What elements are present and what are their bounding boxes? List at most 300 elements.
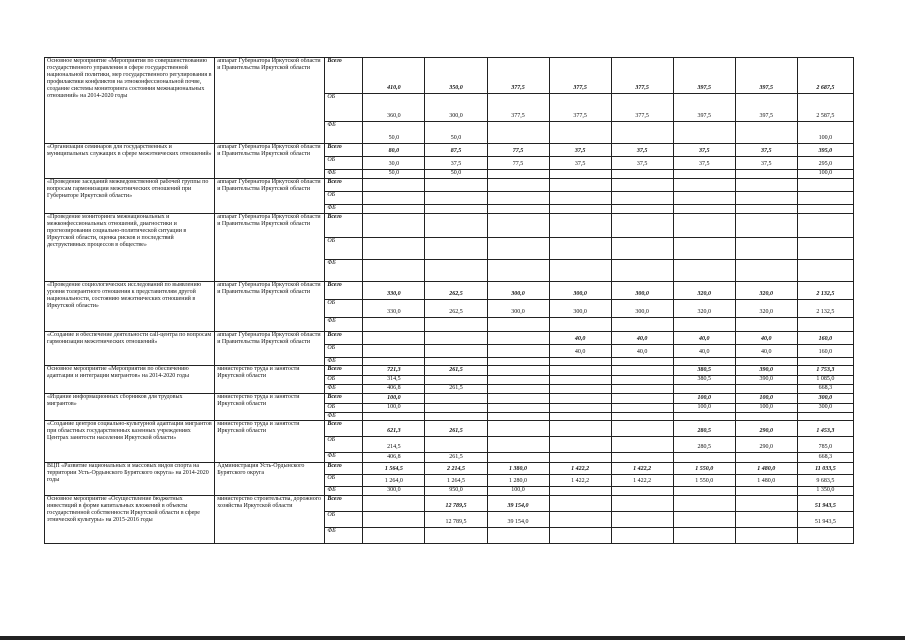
amount-cell [363, 318, 425, 332]
amount-cell: 40,0 [611, 332, 673, 345]
amount-cell [363, 179, 425, 192]
amount-cell: 160,0 [797, 332, 853, 345]
amount-cell: 377,5 [549, 58, 611, 94]
amount-cell: 37,5 [549, 157, 611, 170]
amount-cell [611, 394, 673, 404]
amount-cell [549, 394, 611, 404]
amount-cell: 1 422,2 [611, 475, 673, 487]
amount-cell [673, 238, 735, 260]
funding-source-label: Всего [325, 282, 363, 300]
amount-cell [549, 192, 611, 205]
amount-cell: 390,0 [735, 366, 797, 376]
amount-cell: 1 264,0 [363, 475, 425, 487]
amount-cell [735, 260, 797, 282]
amount-cell [611, 528, 673, 544]
amount-cell [611, 437, 673, 453]
funding-source-label: Всего [325, 366, 363, 376]
amount-cell [797, 528, 853, 544]
amount-cell [363, 238, 425, 260]
activity-name: «Проведение заседаний межведомственной рабочей группы по вопросам гармонизации межэтнических отношений при Губернаторе Иркутской области» [45, 179, 215, 214]
funding-source-label: ФБ [325, 385, 363, 394]
table-row [45, 282, 854, 300]
amount-cell [673, 528, 735, 544]
amount-cell: 300,0 [425, 94, 487, 122]
funding-source-label: ФБ [325, 170, 363, 179]
amount-cell [487, 122, 549, 144]
amount-cell [735, 358, 797, 366]
amount-cell: 300,0 [549, 300, 611, 318]
executor-name: министерство строительства, дорожного хозяйства Иркутской области [215, 496, 325, 544]
amount-cell: 1 753,3 [797, 366, 853, 376]
amount-cell: 37,5 [425, 157, 487, 170]
amount-cell [425, 332, 487, 345]
amount-cell [549, 385, 611, 394]
amount-cell: 377,5 [611, 58, 673, 94]
amount-cell [611, 496, 673, 512]
amount-cell [487, 214, 549, 238]
amount-cell: 50,0 [425, 122, 487, 144]
amount-cell: 40,0 [549, 332, 611, 345]
amount-cell [797, 318, 853, 332]
amount-cell [797, 413, 853, 421]
amount-cell: 37,5 [673, 157, 735, 170]
amount-cell: 80,0 [363, 144, 425, 157]
amount-cell [549, 238, 611, 260]
executor-name: аппарат Губернатора Иркутской области и Правительства Иркутской области [215, 214, 325, 282]
amount-cell [363, 358, 425, 366]
amount-cell [487, 404, 549, 413]
amount-cell: 721,3 [363, 366, 425, 376]
amount-cell [549, 376, 611, 385]
table-row [45, 58, 854, 94]
amount-cell [611, 122, 673, 144]
amount-cell [611, 318, 673, 332]
amount-cell [611, 170, 673, 179]
funding-source-label: ФБ [325, 122, 363, 144]
amount-cell: 395,0 [797, 144, 853, 157]
amount-cell [363, 512, 425, 528]
amount-cell: 1 422,2 [611, 463, 673, 475]
amount-cell: 100,0 [797, 170, 853, 179]
executor-name: аппарат Губернатора Иркутской области и Правительства Иркутской области [215, 58, 325, 144]
amount-cell: 1 264,5 [425, 475, 487, 487]
executor-name: аппарат Губернатора Иркутской области и Правительства Иркутской области [215, 144, 325, 179]
funding-source-label: ОБ [325, 475, 363, 487]
amount-cell: 39 154,0 [487, 512, 549, 528]
amount-cell: 397,5 [673, 94, 735, 122]
amount-cell [673, 318, 735, 332]
amount-cell [611, 376, 673, 385]
amount-cell: 40,0 [611, 345, 673, 358]
amount-cell [425, 394, 487, 404]
amount-cell [673, 487, 735, 496]
amount-cell: 9 683,5 [797, 475, 853, 487]
table-row [45, 394, 854, 404]
amount-cell [549, 366, 611, 376]
activity-name: Основное мероприятие «Мероприятия по совершенствованию государственного управления в сфере государственной национальной политики, мер государственного регулирования в профилактики конфликтов на этноконфессиональной почве, создание системы мониторинга состояния межнациональных отношений» на 2014-2020 годы [45, 58, 215, 144]
amount-cell: 40,0 [673, 345, 735, 358]
amount-cell [425, 205, 487, 214]
executor-name: аппарат Губернатора Иркутской области и Правительства Иркутской области [215, 332, 325, 366]
table-row [45, 366, 854, 376]
executor-name: Администрация Усть-Ордынского Бурятского округа [215, 463, 325, 496]
amount-cell: 1 453,3 [797, 421, 853, 437]
funding-source-label: ОБ [325, 512, 363, 528]
amount-cell [549, 179, 611, 192]
funding-source-label: ФБ [325, 487, 363, 496]
amount-cell: 87,5 [425, 144, 487, 157]
amount-cell: 40,0 [673, 332, 735, 345]
amount-cell: 50,0 [425, 170, 487, 179]
amount-cell: 1 085,0 [797, 376, 853, 385]
amount-cell [549, 496, 611, 512]
amount-cell: 1 480,0 [735, 463, 797, 475]
amount-cell [797, 214, 853, 238]
amount-cell [611, 238, 673, 260]
amount-cell: 100,0 [487, 487, 549, 496]
table-row [45, 214, 854, 238]
amount-cell: 37,5 [735, 157, 797, 170]
amount-cell: 621,3 [363, 421, 425, 437]
amount-cell [673, 170, 735, 179]
funding-source-label: ФБ [325, 453, 363, 463]
amount-cell: 350,0 [425, 58, 487, 94]
amount-cell [611, 214, 673, 238]
amount-cell: 2 132,5 [797, 300, 853, 318]
amount-cell [363, 345, 425, 358]
amount-cell: 300,0 [549, 282, 611, 300]
amount-cell [797, 358, 853, 366]
funding-source-label: ОБ [325, 437, 363, 453]
amount-cell: 377,5 [611, 94, 673, 122]
amount-cell: 40,0 [549, 345, 611, 358]
amount-cell [797, 238, 853, 260]
amount-cell [797, 205, 853, 214]
amount-cell [487, 170, 549, 179]
amount-cell [425, 318, 487, 332]
funding-source-label: Всего [325, 463, 363, 475]
amount-cell: 785,0 [797, 437, 853, 453]
amount-cell [735, 214, 797, 238]
amount-cell: 330,0 [363, 300, 425, 318]
amount-cell [735, 170, 797, 179]
amount-cell [735, 413, 797, 421]
funding-source-label: Всего [325, 496, 363, 512]
amount-cell: 262,5 [425, 300, 487, 318]
amount-cell: 1 422,2 [549, 475, 611, 487]
executor-name: аппарат Губернатора Иркутской области и Правительства Иркутской области [215, 179, 325, 214]
amount-cell [487, 528, 549, 544]
amount-cell: 37,5 [673, 144, 735, 157]
executor-name: министерство труда и занятости Иркутской области [215, 394, 325, 421]
amount-cell [611, 413, 673, 421]
amount-cell: 261,5 [425, 366, 487, 376]
amount-cell [549, 205, 611, 214]
amount-cell [549, 404, 611, 413]
amount-cell: 77,5 [487, 157, 549, 170]
amount-cell [487, 238, 549, 260]
amount-cell: 1 280,0 [487, 475, 549, 487]
amount-cell [673, 385, 735, 394]
amount-cell [549, 214, 611, 238]
amount-cell: 11 033,5 [797, 463, 853, 475]
amount-cell [549, 453, 611, 463]
amount-cell [673, 358, 735, 366]
amount-cell [363, 205, 425, 214]
amount-cell [797, 192, 853, 205]
amount-cell [549, 358, 611, 366]
amount-cell: 380,5 [673, 376, 735, 385]
amount-cell [487, 205, 549, 214]
amount-cell [673, 413, 735, 421]
amount-cell [611, 358, 673, 366]
amount-cell [797, 260, 853, 282]
amount-cell [425, 528, 487, 544]
activity-name: «Создание и обеспечение деятельности call-центра по вопросам гармонизации межэтнических отношений» [45, 332, 215, 366]
amount-cell: 314,5 [363, 376, 425, 385]
funding-source-label: ФБ [325, 318, 363, 332]
amount-cell: 2 214,5 [425, 463, 487, 475]
amount-cell: 330,0 [363, 282, 425, 300]
budget-table-sheet [44, 57, 854, 544]
funding-source-label: Всего [325, 332, 363, 345]
amount-cell [487, 394, 549, 404]
amount-cell [363, 528, 425, 544]
amount-cell: 51 943,5 [797, 512, 853, 528]
amount-cell [363, 214, 425, 238]
amount-cell [611, 366, 673, 376]
amount-cell: 1 480,0 [735, 475, 797, 487]
amount-cell: 390,0 [735, 376, 797, 385]
funding-source-label: ОБ [325, 300, 363, 318]
amount-cell: 50,0 [363, 170, 425, 179]
amount-cell: 1 564,5 [363, 463, 425, 475]
amount-cell [487, 260, 549, 282]
amount-cell: 50,0 [363, 122, 425, 144]
amount-cell: 377,5 [487, 58, 549, 94]
amount-cell [549, 421, 611, 437]
budget-table-body [45, 58, 854, 544]
amount-cell [549, 437, 611, 453]
funding-source-label: Всего [325, 214, 363, 238]
amount-cell [549, 413, 611, 421]
executor-name: аппарат Губернатора Иркутской области и Правительства Иркутской области [215, 282, 325, 332]
amount-cell [673, 496, 735, 512]
amount-cell [673, 205, 735, 214]
amount-cell [735, 496, 797, 512]
amount-cell [735, 512, 797, 528]
amount-cell [487, 358, 549, 366]
amount-cell [425, 214, 487, 238]
amount-cell [611, 421, 673, 437]
amount-cell: 37,5 [549, 144, 611, 157]
amount-cell: 40,0 [735, 345, 797, 358]
amount-cell: 100,0 [797, 122, 853, 144]
amount-cell: 320,0 [673, 282, 735, 300]
amount-cell [425, 404, 487, 413]
funding-source-label: ОБ [325, 345, 363, 358]
amount-cell [611, 512, 673, 528]
amount-cell [487, 192, 549, 205]
amount-cell: 100,0 [363, 394, 425, 404]
amount-cell: 100,0 [735, 394, 797, 404]
amount-cell: 100,0 [363, 404, 425, 413]
amount-cell [549, 318, 611, 332]
amount-cell [425, 179, 487, 192]
amount-cell: 320,0 [735, 282, 797, 300]
amount-cell: 320,0 [673, 300, 735, 318]
amount-cell [363, 496, 425, 512]
funding-source-label: ОБ [325, 376, 363, 385]
amount-cell [611, 179, 673, 192]
amount-cell [611, 404, 673, 413]
funding-source-label: Всего [325, 394, 363, 404]
amount-cell: 40,0 [735, 332, 797, 345]
amount-cell [735, 192, 797, 205]
amount-cell [673, 260, 735, 282]
amount-cell: 77,5 [487, 144, 549, 157]
activity-name: «Проведение социологических исследований по выявлению уровня толерантного отношения к представителям другой национальности, состоянию межэтнических отношений в Иркутской области» [45, 282, 215, 332]
amount-cell: 410,0 [363, 58, 425, 94]
funding-source-label: ОБ [325, 404, 363, 413]
amount-cell: 280,5 [673, 421, 735, 437]
amount-cell [425, 192, 487, 205]
amount-cell: 1 550,0 [673, 463, 735, 475]
amount-cell [549, 170, 611, 179]
amount-cell [673, 122, 735, 144]
funding-source-label: ОБ [325, 157, 363, 170]
funding-source-label: ОБ [325, 238, 363, 260]
funding-source-label: Всего [325, 144, 363, 157]
amount-cell: 30,0 [363, 157, 425, 170]
amount-cell: 300,0 [797, 404, 853, 413]
amount-cell: 950,0 [425, 487, 487, 496]
amount-cell: 406,8 [363, 385, 425, 394]
amount-cell: 37,5 [735, 144, 797, 157]
amount-cell: 51 943,5 [797, 496, 853, 512]
amount-cell [549, 512, 611, 528]
funding-source-label: ОБ [325, 192, 363, 205]
amount-cell: 37,5 [611, 157, 673, 170]
amount-cell [363, 260, 425, 282]
amount-cell [425, 413, 487, 421]
amount-cell [735, 122, 797, 144]
amount-cell [363, 192, 425, 205]
amount-cell [611, 453, 673, 463]
amount-cell: 377,5 [487, 94, 549, 122]
amount-cell [487, 332, 549, 345]
amount-cell [425, 345, 487, 358]
amount-cell: 1 422,2 [549, 463, 611, 475]
amount-cell [487, 437, 549, 453]
amount-cell: 397,5 [735, 94, 797, 122]
executor-name: министерство труда и занятости Иркутской области [215, 366, 325, 394]
amount-cell [363, 413, 425, 421]
funding-source-label: ФБ [325, 528, 363, 544]
amount-cell [425, 437, 487, 453]
amount-cell [611, 192, 673, 205]
amount-cell: 261,5 [425, 421, 487, 437]
amount-cell [549, 528, 611, 544]
table-row [45, 421, 854, 437]
amount-cell: 214,5 [363, 437, 425, 453]
amount-cell: 37,5 [611, 144, 673, 157]
funding-source-label: ФБ [325, 413, 363, 421]
amount-cell [611, 260, 673, 282]
amount-cell [487, 376, 549, 385]
amount-cell [425, 238, 487, 260]
amount-cell: 39 154,0 [487, 496, 549, 512]
amount-cell: 100,0 [673, 394, 735, 404]
amount-cell [487, 413, 549, 421]
amount-cell [487, 366, 549, 376]
amount-cell: 290,0 [735, 437, 797, 453]
amount-cell [735, 238, 797, 260]
table-row [45, 463, 854, 475]
amount-cell: 406,8 [363, 453, 425, 463]
amount-cell: 1 550,0 [673, 475, 735, 487]
amount-cell: 290,0 [735, 421, 797, 437]
amount-cell: 300,0 [363, 487, 425, 496]
activity-name: «Проведение мониторинга межнациональных и межконфессиональных отношений, диагностики и прогнозирования социально-политической ситуации в Иркутской области, оценка рисков и последствий деструктивных процессов в обществе» [45, 214, 215, 282]
activity-name: «Создание центров социально-культурной адаптации мигрантов при областных государственных казенных учреждениях Центрах занятости населения Иркутской области» [45, 421, 215, 463]
amount-cell [611, 487, 673, 496]
funding-source-label: Всего [325, 421, 363, 437]
amount-cell [735, 528, 797, 544]
table-row [45, 332, 854, 345]
amount-cell [673, 512, 735, 528]
table-row [45, 144, 854, 157]
amount-cell [487, 179, 549, 192]
amount-cell: 261,5 [425, 453, 487, 463]
amount-cell: 380,5 [673, 366, 735, 376]
amount-cell [425, 376, 487, 385]
table-row [45, 496, 854, 512]
amount-cell [735, 453, 797, 463]
amount-cell [487, 345, 549, 358]
amount-cell [549, 122, 611, 144]
executor-name: министерство труда и занятости Иркутской области [215, 421, 325, 463]
amount-cell [549, 487, 611, 496]
amount-cell: 300,0 [611, 282, 673, 300]
amount-cell [611, 205, 673, 214]
amount-cell: 300,0 [487, 282, 549, 300]
amount-cell: 2 587,5 [797, 94, 853, 122]
amount-cell: 261,5 [425, 385, 487, 394]
funding-source-label: Всего [325, 179, 363, 192]
amount-cell: 262,5 [425, 282, 487, 300]
amount-cell [425, 260, 487, 282]
amount-cell: 280,5 [673, 437, 735, 453]
amount-cell: 397,5 [735, 58, 797, 94]
amount-cell: 160,0 [797, 345, 853, 358]
amount-cell: 300,0 [797, 394, 853, 404]
activity-name: Основное мероприятие «Осуществление бюджетных инвестиций в форме капитальных вложений в объекты государственной собственности Иркутской области в сфере этнической культуры» на 2015-2016 годы [45, 496, 215, 544]
amount-cell: 12 789,5 [425, 496, 487, 512]
amount-cell: 397,5 [673, 58, 735, 94]
amount-cell: 668,3 [797, 453, 853, 463]
amount-cell: 295,0 [797, 157, 853, 170]
amount-cell [363, 332, 425, 345]
budget-table [44, 57, 854, 544]
amount-cell: 360,0 [363, 94, 425, 122]
amount-cell [611, 385, 673, 394]
amount-cell [673, 179, 735, 192]
funding-source-label: ФБ [325, 260, 363, 282]
funding-source-label: ОБ [325, 94, 363, 122]
activity-name: «Организация семинаров для государственных и муниципальных служащих в сфере межэтнических отношений» [45, 144, 215, 179]
amount-cell: 12 789,5 [425, 512, 487, 528]
